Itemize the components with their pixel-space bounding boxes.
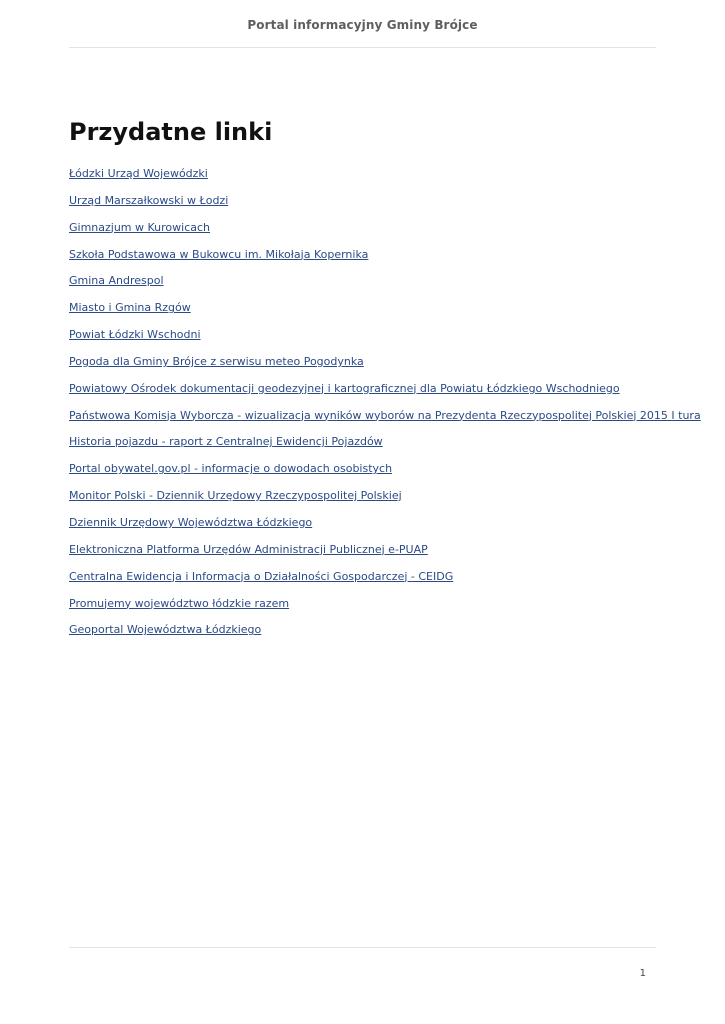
link-urzad-marszalkowski[interactable]: Urząd Marszałkowski w Łodzi: [69, 193, 229, 207]
list-item: [69, 380, 701, 407]
page-title: Przydatne linki: [69, 118, 273, 146]
list-item: [69, 595, 701, 622]
page-number: 1: [639, 968, 646, 979]
link-osrodek-geodezyjny[interactable]: Powiatowy Ośrodek dokumentacji geodezyjnej i kartograficznej dla Powiatu Łódzkiego Wschodniego: [69, 381, 620, 395]
list-item: [69, 433, 701, 460]
list-item: [69, 514, 701, 541]
link-ceidg[interactable]: Centralna Ewidencja i Informacja o Działalności Gospodarczej - CEIDG: [69, 569, 454, 583]
link-miasto-gmina-rzgow[interactable]: Miasto i Gmina Rzgów: [69, 301, 191, 315]
list-item: [69, 621, 701, 648]
link-promujemy-lodzkie[interactable]: Promujemy województwo łódzkie razem: [69, 596, 290, 610]
link-epuap[interactable]: Elektroniczna Platforma Urzędów Administracji Publicznej e-PUAP: [69, 542, 428, 556]
list-item: [69, 353, 701, 380]
list-item: [69, 165, 701, 192]
list-item: [69, 326, 701, 353]
link-gmina-andrespol[interactable]: Gmina Andrespol: [69, 274, 164, 288]
list-item: [69, 460, 701, 487]
link-lodzki-urzad-wojewodzki[interactable]: Łódzki Urząd Wojewódzki: [69, 167, 208, 180]
list-item: [69, 487, 701, 514]
link-historia-pojazdu[interactable]: Historia pojazdu - raport z Centralnej Ewidencji Pojazdów: [69, 435, 383, 449]
link-obywatel-gov[interactable]: Portal obywatel.gov.pl - informacje o dowodach osobistych: [69, 462, 393, 476]
list-item: [69, 219, 701, 246]
list-item: [69, 272, 701, 299]
links-list: [69, 165, 701, 648]
link-pkw-wybory[interactable]: Państwowa Komisja Wyborcza - wizualizacja wyników wyborów na Prezydenta Rzeczypospolitej Polskiej 2015 I tura: [69, 408, 701, 422]
link-gimnazjum-kurowice[interactable]: Gimnazjum w Kurowicach: [69, 220, 211, 234]
list-item: [69, 541, 701, 568]
link-dziennik-urzedowy[interactable]: Dziennik Urzędowy Województwa Łódzkiego: [69, 515, 313, 529]
list-item: [69, 246, 701, 273]
link-pogoda[interactable]: Pogoda dla Gminy Brójce z serwisu meteo Pogodynka: [69, 354, 364, 368]
list-item: [69, 568, 701, 595]
site-title: Portal informacyjny Gminy Brójce: [247, 18, 478, 32]
link-szkola-bukowiec[interactable]: Szkoła Podstawowa w Bukowcu im. Mikołaja Kopernika: [69, 247, 369, 261]
footer-divider: [69, 947, 656, 948]
page-header: [69, 0, 656, 48]
link-monitor-polski[interactable]: Monitor Polski - Dziennik Urzędowy Rzeczypospolitej Polskiej: [69, 489, 402, 503]
link-powiat-lodzki-wschodni[interactable]: Powiat Łódzki Wschodni: [69, 328, 201, 342]
list-item: [69, 407, 701, 434]
list-item: [69, 192, 701, 219]
list-item: [69, 299, 701, 326]
link-geoportal[interactable]: Geoportal Województwa Łódzkiego: [69, 623, 262, 637]
